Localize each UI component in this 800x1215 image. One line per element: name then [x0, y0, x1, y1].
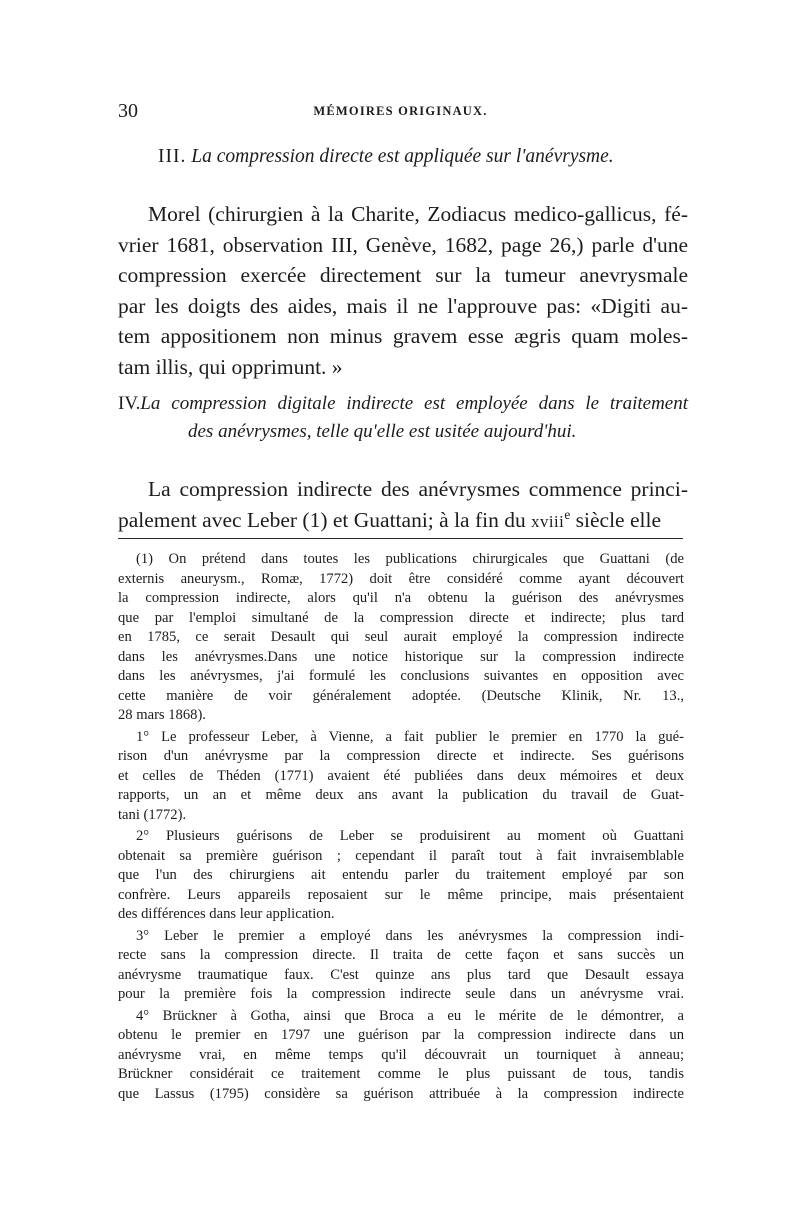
section-numeral: IV. — [118, 393, 141, 414]
running-head — [118, 100, 683, 126]
text-fragment: palement avec Leber (1) et Guattani; à la fin du — [118, 508, 532, 532]
footnote-line: en 1785, ce serait Desault qui seul aurait employé la compression indirecte — [118, 629, 684, 645]
text-line: Morel (chirurgien à la Charite, Zodiacus medico-gallicus, fé- — [148, 202, 688, 226]
footnote-line: Brückner considérait ce traitement comme le plus puissant de tous, tandis — [118, 1066, 684, 1082]
footnote-point-1 — [118, 728, 684, 826]
footnote-line: que l'un des chirurgiens ait entendu parler du traitement employé par son — [118, 867, 684, 883]
footnote-line: la compression indirecte, alors qu'il n'a obtenu la guérison des anévrysmes — [118, 590, 684, 606]
footnote-line: anévrysme vrai, en même temps qu'il découvrait un tourniquet à anneau; — [118, 1046, 684, 1063]
paragraph-morel — [118, 199, 688, 383]
century-superscript: e — [564, 506, 571, 522]
footnote-line: tani (1772). — [118, 806, 187, 823]
paragraph-compression-indirecte — [118, 474, 688, 537]
footnote-line: 28 mars 1868). — [118, 707, 206, 723]
footnote-line: 3° Leber le premier a employé dans les anévrysmes la compression indi- — [136, 927, 684, 944]
footnote-line: (1) On prétend dans toutes les publications chirurgicales que Guattani (de — [136, 551, 684, 567]
text-line: compression exercée directement sur la tumeur anevrysmale — [118, 263, 688, 288]
footnote-line: rapports, un an et même deux ans avant la publication du travail de Guat- — [118, 787, 684, 803]
footnote-line: dans les anévrysmes, j'ai formulé les conclusions suivantes en opposition avec — [118, 668, 684, 684]
footnote-line: recte sans la compression directe. Il traita de cette façon et sans succès un — [118, 947, 684, 963]
footnote — [118, 550, 684, 1104]
text-fragment: siècle elle — [570, 508, 661, 532]
text-line: par les doigts des aides, mais il ne l'approuve pas: «Digiti au- — [118, 293, 688, 318]
text-line — [118, 505, 688, 537]
footnote-rule — [118, 538, 683, 539]
footnote-point-2 — [118, 827, 684, 925]
footnote-line: rison d'un anévrysme par la compression directe et indirecte. Ses guérisons — [118, 748, 684, 764]
footnote-line: anévrysme traumatique faux. C'est quinze ans plus tard que Desault essaya — [118, 966, 684, 983]
text-line: La compression indirecte des anévrysmes commence princi- — [148, 477, 688, 501]
text-line: tem appositionem non minus gravem esse ægris quam moles- — [118, 324, 688, 349]
footnote-line: obtenait sa première guérison ; cependant il paraît tout à fait invraisemblable — [118, 847, 684, 864]
footnote-point-4 — [118, 1007, 684, 1105]
footnote-line: obtenu le premier en 1797 une guérison par la compression indirecte dans un — [118, 1027, 684, 1043]
century-numeral: xviii — [531, 512, 565, 531]
footnote-line: que Lassus (1795) considère sa guérison attribuée à la compression indirecte — [118, 1085, 684, 1102]
text-line: vrier 1681, observation III, Genève, 1682, page 26,) parle d'une — [118, 232, 688, 257]
footnote-line: des différences dans leur application. — [118, 906, 335, 922]
section-heading-4 — [118, 390, 688, 446]
section-title: La compression directe est appliquée sur l'anévrysme. — [186, 146, 614, 167]
footnote-intro — [118, 550, 684, 726]
footnote-line: dans les anévrysmes.Dans une notice historique sur la compression indirecte — [118, 648, 684, 665]
section-heading-3 — [158, 146, 614, 168]
section-title-line2: des anévrysmes, telle qu'elle est usitée aujourd'hui. — [188, 421, 577, 442]
footnote-line: confrère. Leurs appareils reposaient sur le même principe, mais présentaient — [118, 886, 684, 903]
footnote-line: 4° Brückner à Gotha, ainsi que Broca a eu le mérite de le démontrer, a — [136, 1007, 684, 1024]
footnote-line: 2° Plusieurs guérisons de Leber se produisirent au moment où Guattani — [136, 828, 684, 844]
footnote-line: externis aneurysm., Romæ, 1772) doit être considéré comme ayant découvert — [118, 570, 684, 587]
footnote-line: cette manière de voir généralement adoptée. (Deutsche Klinik, Nr. 13., — [118, 687, 684, 704]
running-title: MÉMOIRES ORIGINAUX. — [313, 104, 488, 118]
footnote-line: pour la première fois la compression indirecte seule dans un anévrysme vrai. — [118, 986, 684, 1002]
footnote-line: 1° Le professeur Leber, à Vienne, a fait publier le premier en 1770 la gué- — [136, 728, 684, 745]
footnote-line: et celles de Théden (1771) avaient été publiées dans deux mémoires et deux — [118, 767, 684, 784]
page-number: 30 — [118, 100, 138, 122]
text-line: tam illis, qui opprimunt. » — [118, 354, 343, 379]
section-numeral: III. — [158, 146, 187, 167]
section-title-line1: La compression digitale indirecte est employée dans le traitement — [140, 393, 688, 414]
footnote-line: que par l'emploi simultané de la compression directe et indirecte; plus tard — [118, 609, 684, 626]
section-heading-line — [118, 390, 688, 418]
footnote-point-3 — [118, 927, 684, 1005]
